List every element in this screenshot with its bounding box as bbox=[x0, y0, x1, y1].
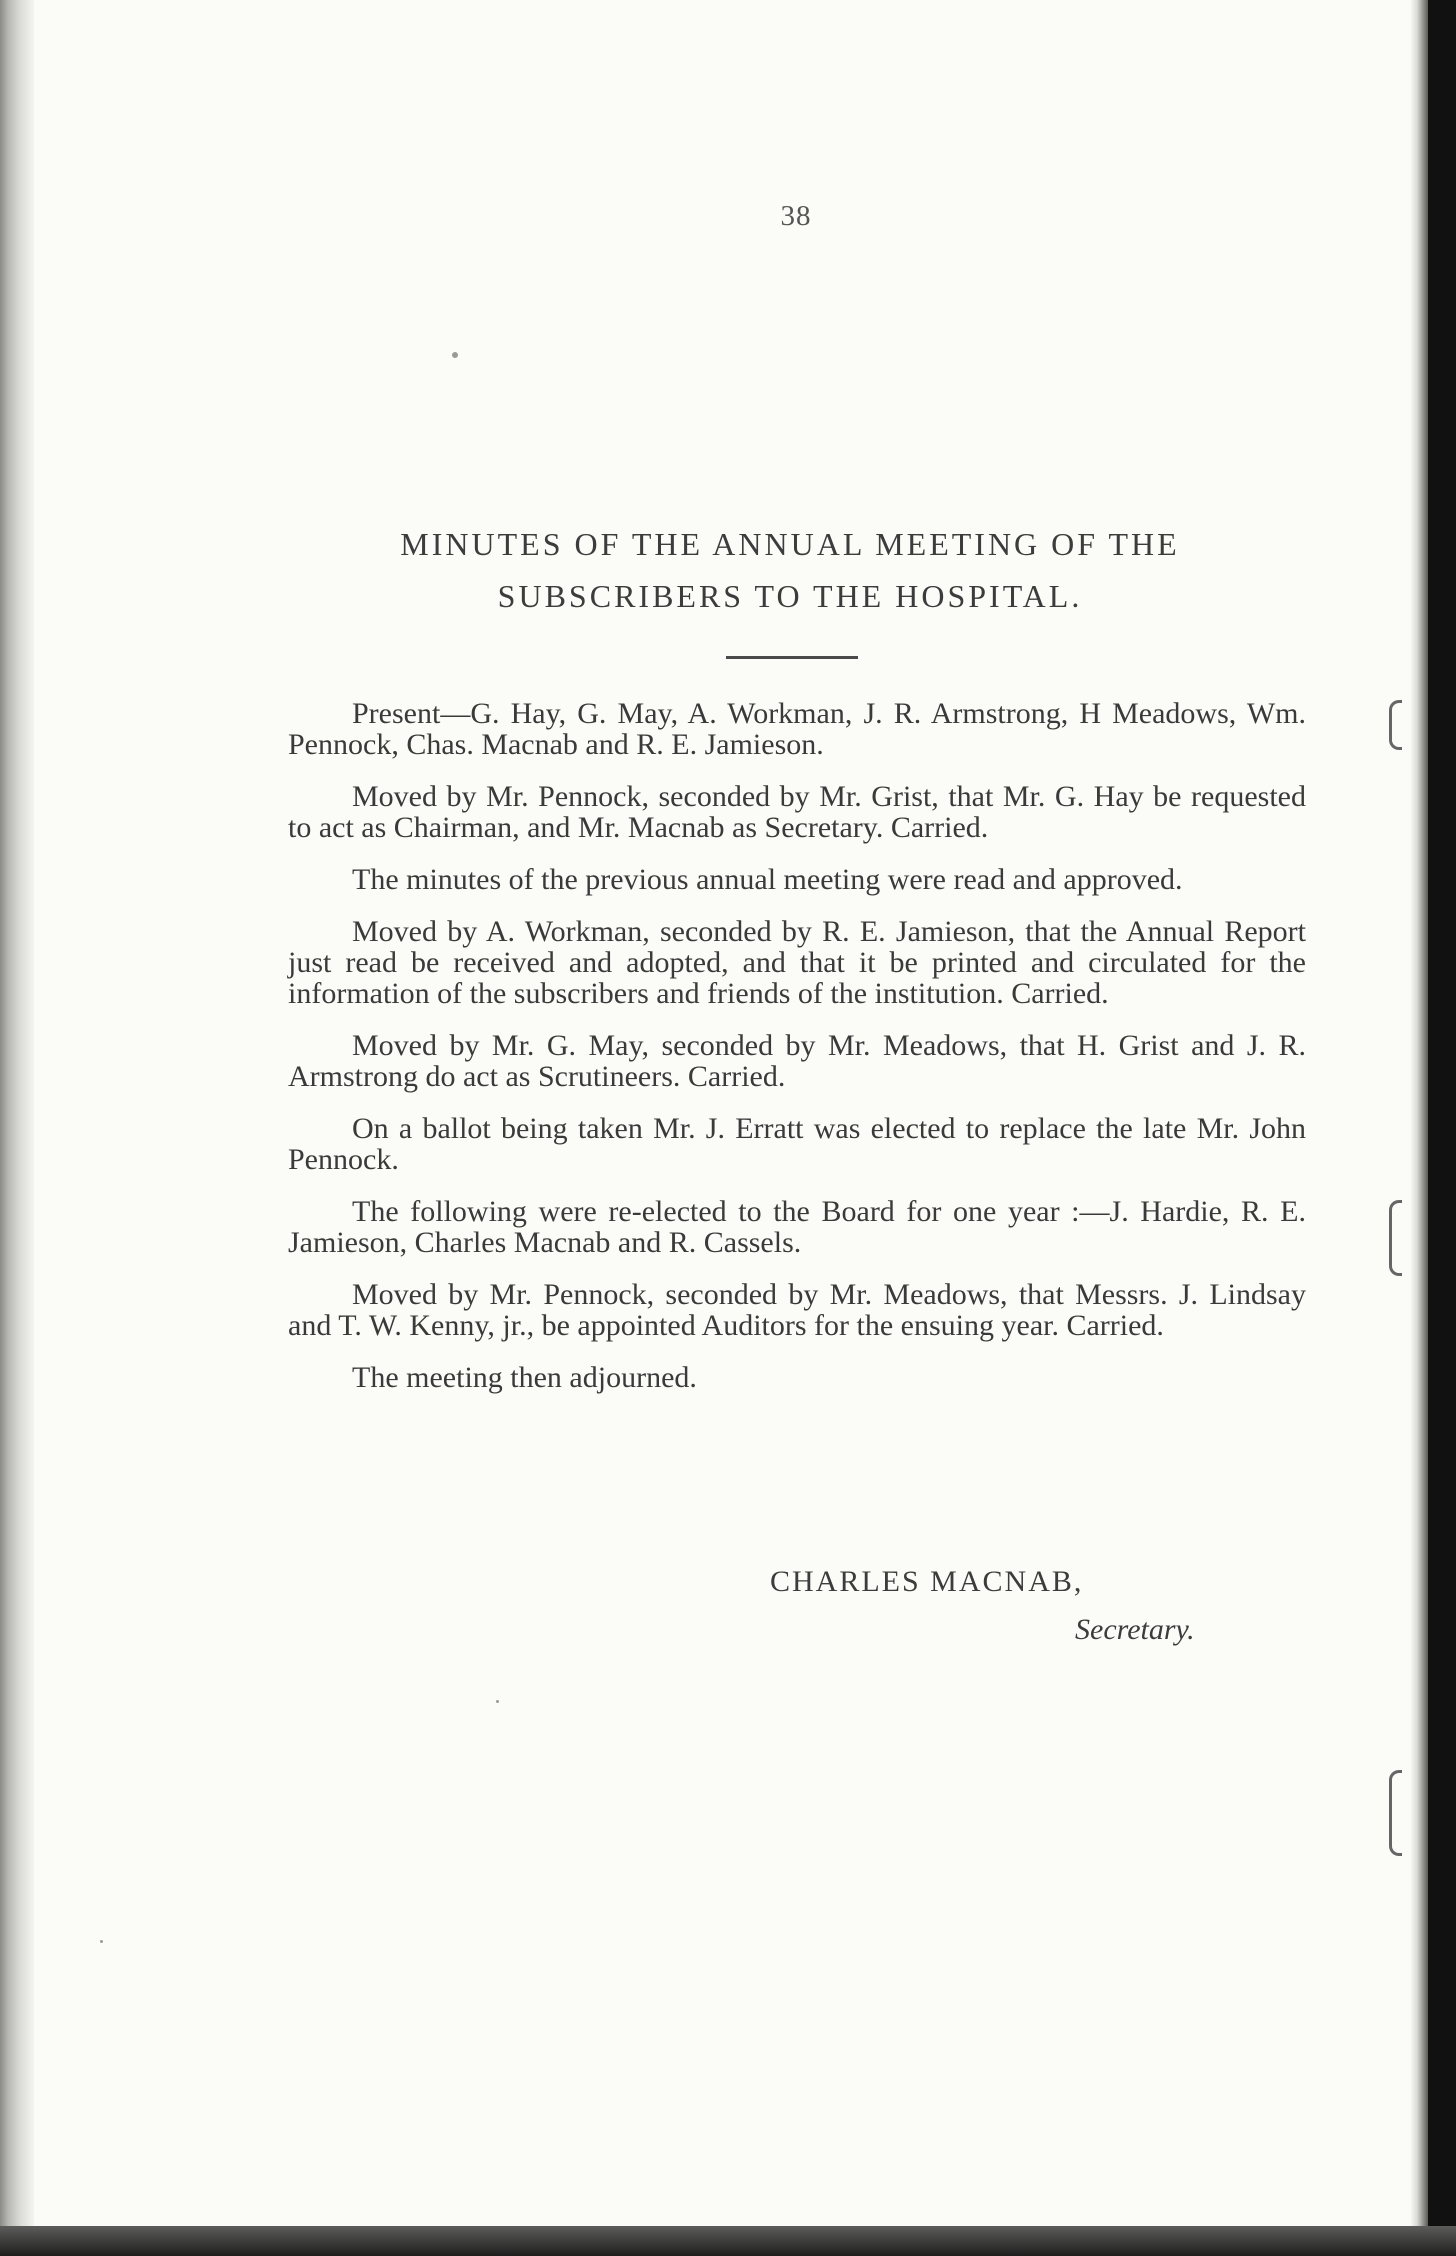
page-edge-mark bbox=[1389, 700, 1402, 750]
paper-speck bbox=[100, 1940, 103, 1943]
page-title bbox=[300, 518, 1280, 622]
signature-title: Secretary. bbox=[1075, 1613, 1195, 1646]
title-divider bbox=[726, 656, 858, 659]
signature-name: CHARLES MACNAB, bbox=[770, 1565, 1084, 1598]
paragraph-previous-minutes: The minutes of the previous annual meeting were read and approved. bbox=[352, 863, 1183, 896]
scan-background-bottom bbox=[0, 2226, 1456, 2256]
paragraph-auditors-motion: Moved by Mr. Pennock, seconded by Mr. Meadows, that Messrs. J. Lindsay and T. W. Kenny, jr., be appointed Auditors for the ensuing year. Carried. bbox=[288, 1278, 1306, 1342]
paragraph-annual-report-motion: Moved by A. Workman, seconded by R. E. Jamieson, that the Annual Report just read be received and adopted, and that it be printed and circulated for the information of the subscribers and friends of the institution. Carried. bbox=[288, 915, 1306, 1010]
page-number: 38 bbox=[780, 200, 812, 232]
scan-background-right bbox=[1428, 0, 1456, 2256]
paragraph-chairman-motion: Moved by Mr. Pennock, seconded by Mr. Grist, that Mr. G. Hay be requested to act as Chairman, and Mr. Macnab as Secretary. Carried. bbox=[288, 780, 1306, 844]
paper-speck bbox=[496, 1700, 499, 1703]
page-edge-mark bbox=[1389, 1770, 1402, 1856]
title-line-2: SUBSCRIBERS TO THE HOSPITAL. bbox=[497, 578, 1083, 614]
paragraph-ballot: On a ballot being taken Mr. J. Erratt was elected to replace the late Mr. John Pennock. bbox=[288, 1112, 1306, 1176]
paper-speck bbox=[452, 352, 458, 358]
paragraph-scrutineers-motion: Moved by Mr. G. May, seconded by Mr. Meadows, that H. Grist and J. R. Armstrong do act as Scrutineers. Carried. bbox=[288, 1029, 1306, 1093]
paragraph-present: Present—G. Hay, G. May, A. Workman, J. R. Armstrong, H Meadows, Wm. Pennock, Chas. Macnab and R. E. Jamieson. bbox=[288, 697, 1306, 761]
title-line-1: MINUTES OF THE ANNUAL MEETING OF THE bbox=[400, 526, 1180, 562]
minutes-body bbox=[288, 698, 1306, 1414]
paragraph-adjourned: The meeting then adjourned. bbox=[352, 1361, 697, 1394]
page-edge-mark bbox=[1389, 1200, 1402, 1276]
page-edge-shadow bbox=[1410, 0, 1428, 2226]
paragraph-re-election: The following were re-elected to the Board for one year :—J. Hardie, R. E. Jamieson, Charles Macnab and R. Cassels. bbox=[288, 1195, 1306, 1259]
page-binding-shadow bbox=[0, 0, 34, 2226]
